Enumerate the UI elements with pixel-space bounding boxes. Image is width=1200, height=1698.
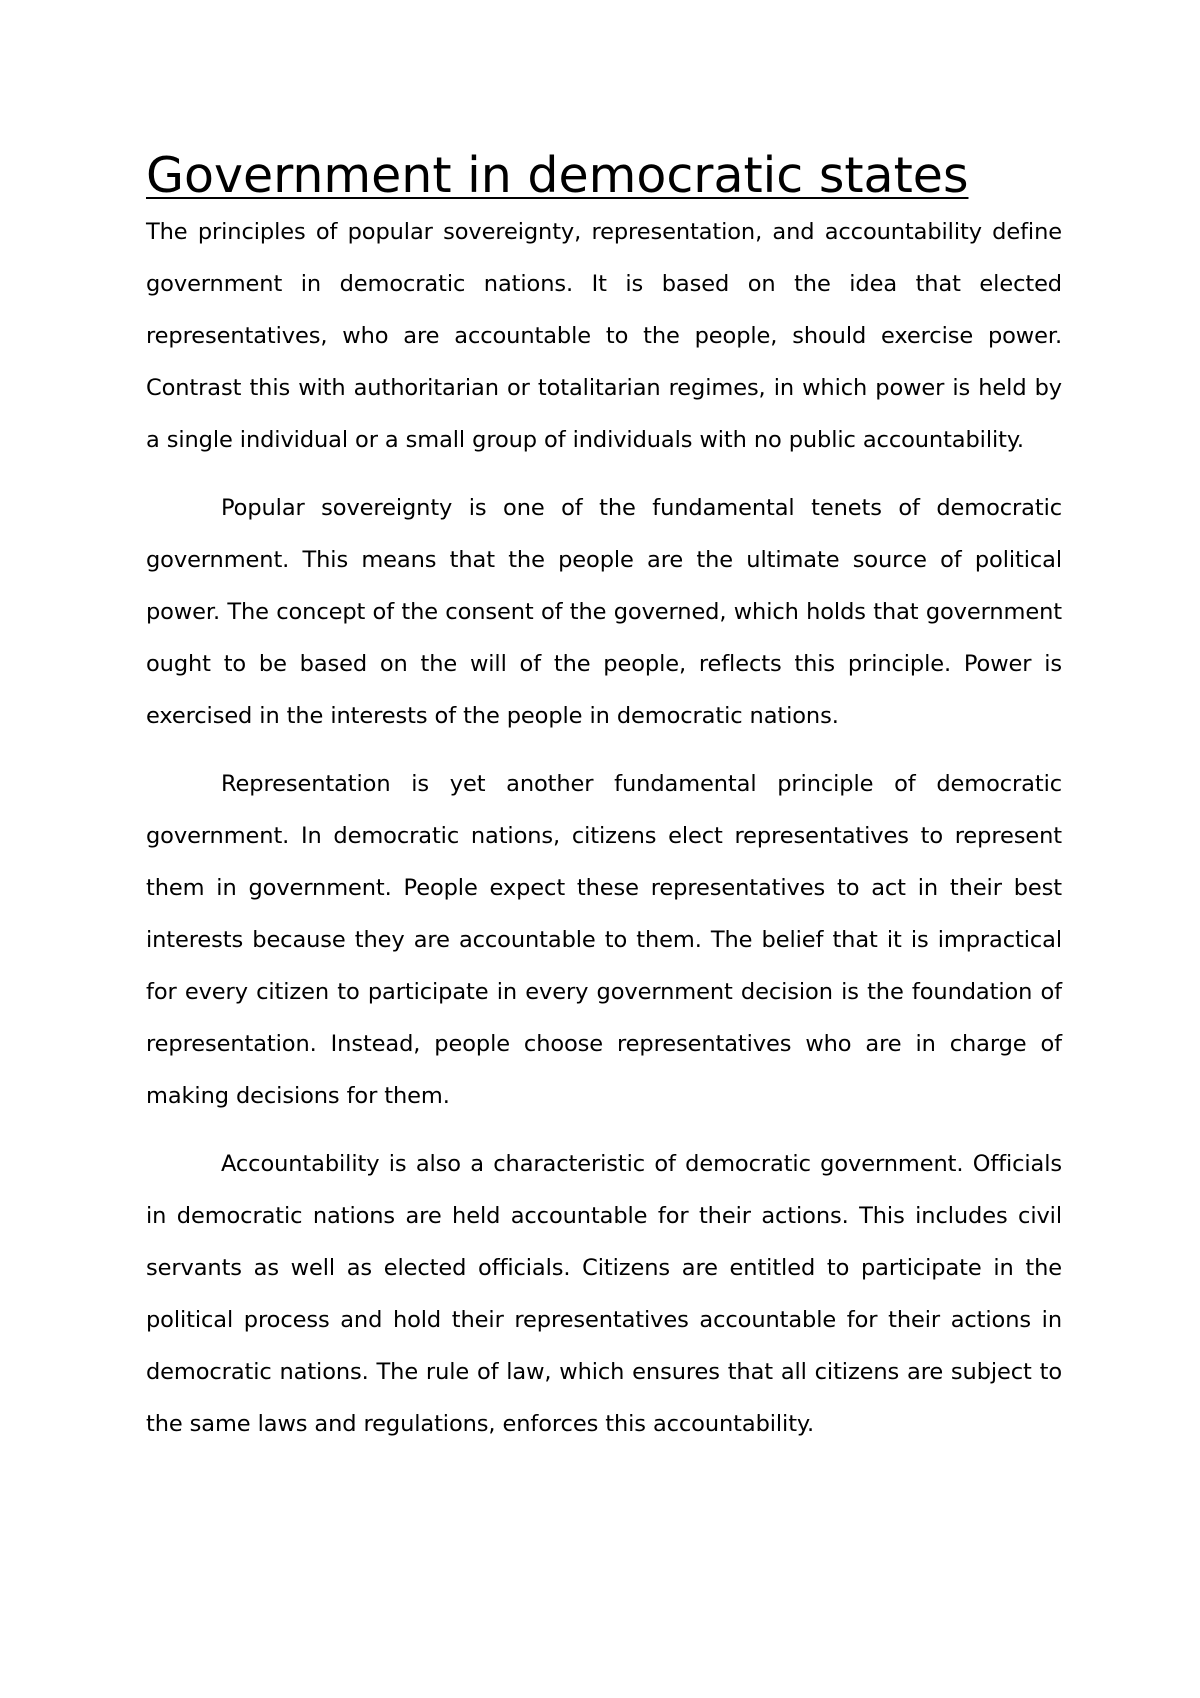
paragraph-popular-sovereignty: Popular sovereignty is one of the fundamental tenets of democratic government. This means that the people are the ultimate source of political power. The concept of the consent of the governed, which holds that government ought to be based on the will of the people, reflects this principle. Power is exercised in the interests of the people in democratic nations. [146, 495, 1062, 729]
document-body [146, 145, 1062, 1450]
paragraph-intro: The principles of popular sovereignty, representation, and accountability define government in democratic nations. It is based on the idea that elected representatives, who are accountable to the people, should exercise power. Contrast this with authoritarian or totalitarian regimes, in which power is held by a single individual or a small group of individuals with no public accountability. [146, 219, 1062, 453]
document-title: Government in democratic states [146, 147, 969, 204]
paragraph-accountability: Accountability is also a characteristic of democratic government. Officials in democratic nations are held accountable for their actions. This includes civil servants as well as elected officials. Citizens are entitled to participate in the political process and hold their representatives accountable for their actions in democratic nations. The rule of law, which ensures that all citizens are subject to the same laws and regulations, enforces this accountability. [146, 1151, 1062, 1437]
paragraph-representation: Representation is yet another fundamental principle of democratic government. In democratic nations, citizens elect representatives to represent them in government. People expect these representatives to act in their best interests because they are accountable to them. The belief that it is impractical for every citizen to participate in every government decision is the foundation of representation. Instead, people choose representatives who are in charge of making decisions for them. [146, 771, 1062, 1109]
